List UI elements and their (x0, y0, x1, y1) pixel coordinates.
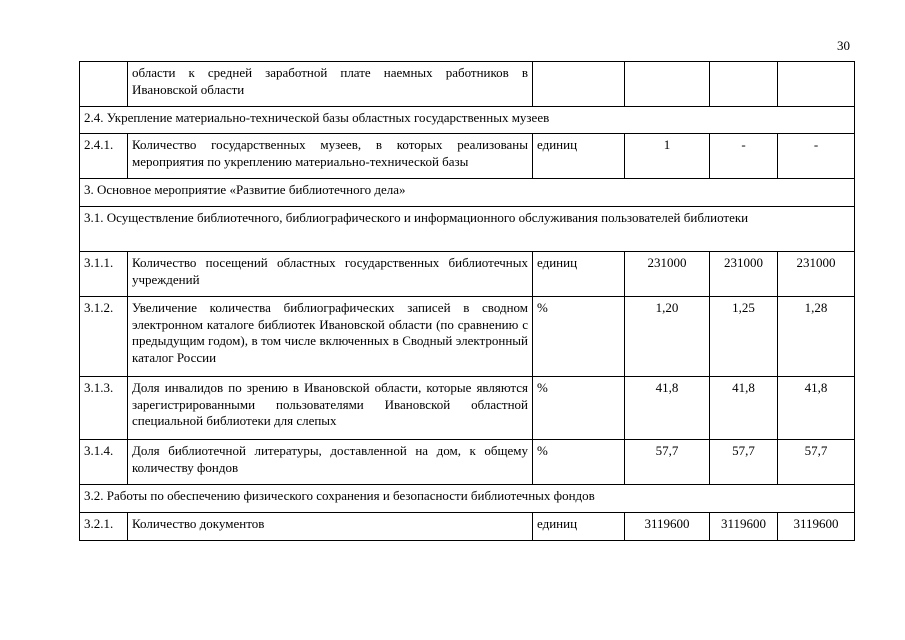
row-unit: единиц (533, 134, 625, 179)
section-title: 3.1. Осуществление библиотечного, библиографического и информационного обслуживания пользователей библиотеки (80, 207, 855, 252)
row-value-2: 57,7 (710, 440, 778, 485)
row-value-1: 231000 (625, 252, 710, 297)
row-unit: единиц (533, 513, 625, 541)
section-title: 3.2. Работы по обеспечению физического сохранения и безопасности библиотечных фондов (80, 485, 855, 513)
row-value-2 (710, 62, 778, 107)
row-description: Количество документов (128, 513, 533, 541)
row-unit: единиц (533, 252, 625, 297)
row-description: Количество посещений областных государственных библиотечных учреждений (128, 252, 533, 297)
row-code: 3.2.1. (80, 513, 128, 541)
page-number: 30 (837, 38, 850, 53)
row-unit: % (533, 297, 625, 377)
section-row (80, 207, 855, 252)
row-value-1: 3119600 (625, 513, 710, 541)
indicators-table (79, 61, 855, 541)
row-value-3: 1,28 (778, 297, 855, 377)
section-title: 2.4. Укрепление материально-технической базы областных государственных музеев (80, 107, 855, 134)
table-row (80, 513, 855, 541)
row-value-3: 3119600 (778, 513, 855, 541)
row-value-2: - (710, 134, 778, 179)
row-code: 3.1.1. (80, 252, 128, 297)
section-row (80, 107, 855, 134)
row-description: области к средней заработной плате наемных работников в Ивановской области (128, 62, 533, 107)
section-row (80, 485, 855, 513)
row-unit: % (533, 440, 625, 485)
row-value-3: 231000 (778, 252, 855, 297)
row-code: 2.4.1. (80, 134, 128, 179)
row-value-2: 41,8 (710, 377, 778, 440)
table-row (80, 440, 855, 485)
row-value-3: 57,7 (778, 440, 855, 485)
row-description: Доля инвалидов по зрению в Ивановской области, которые являются зарегистрированными пользователями Ивановской областной специальной библиотеки для слепых (128, 377, 533, 440)
row-code: 3.1.2. (80, 297, 128, 377)
row-value-3: - (778, 134, 855, 179)
row-value-2: 1,25 (710, 297, 778, 377)
row-value-1: 1 (625, 134, 710, 179)
row-value-2: 3119600 (710, 513, 778, 541)
row-value-2: 231000 (710, 252, 778, 297)
row-description: Количество государственных музеев, в которых реализованы мероприятия по укреплению материально-технической базы (128, 134, 533, 179)
table-row (80, 134, 855, 179)
table-row (80, 377, 855, 440)
row-code: 3.1.4. (80, 440, 128, 485)
row-value-3 (778, 62, 855, 107)
table-row (80, 252, 855, 297)
row-code: 3.1.3. (80, 377, 128, 440)
table-row (80, 62, 855, 107)
row-code (80, 62, 128, 107)
row-description: Увеличение количества библиографических записей в сводном электронном каталоге библиотек Ивановской области (по сравнению с предыдущим годом), в том числе включенных в Сводный электронный каталог России (128, 297, 533, 377)
row-unit: % (533, 377, 625, 440)
section-row (80, 179, 855, 207)
section-title: 3. Основное мероприятие «Развитие библиотечного дела» (80, 179, 855, 207)
row-value-1: 41,8 (625, 377, 710, 440)
row-unit (533, 62, 625, 107)
row-value-1: 1,20 (625, 297, 710, 377)
row-value-1 (625, 62, 710, 107)
row-value-1: 57,7 (625, 440, 710, 485)
row-description: Доля библиотечной литературы, доставленной на дом, к общему количеству фондов (128, 440, 533, 485)
row-value-3: 41,8 (778, 377, 855, 440)
table-row (80, 297, 855, 377)
